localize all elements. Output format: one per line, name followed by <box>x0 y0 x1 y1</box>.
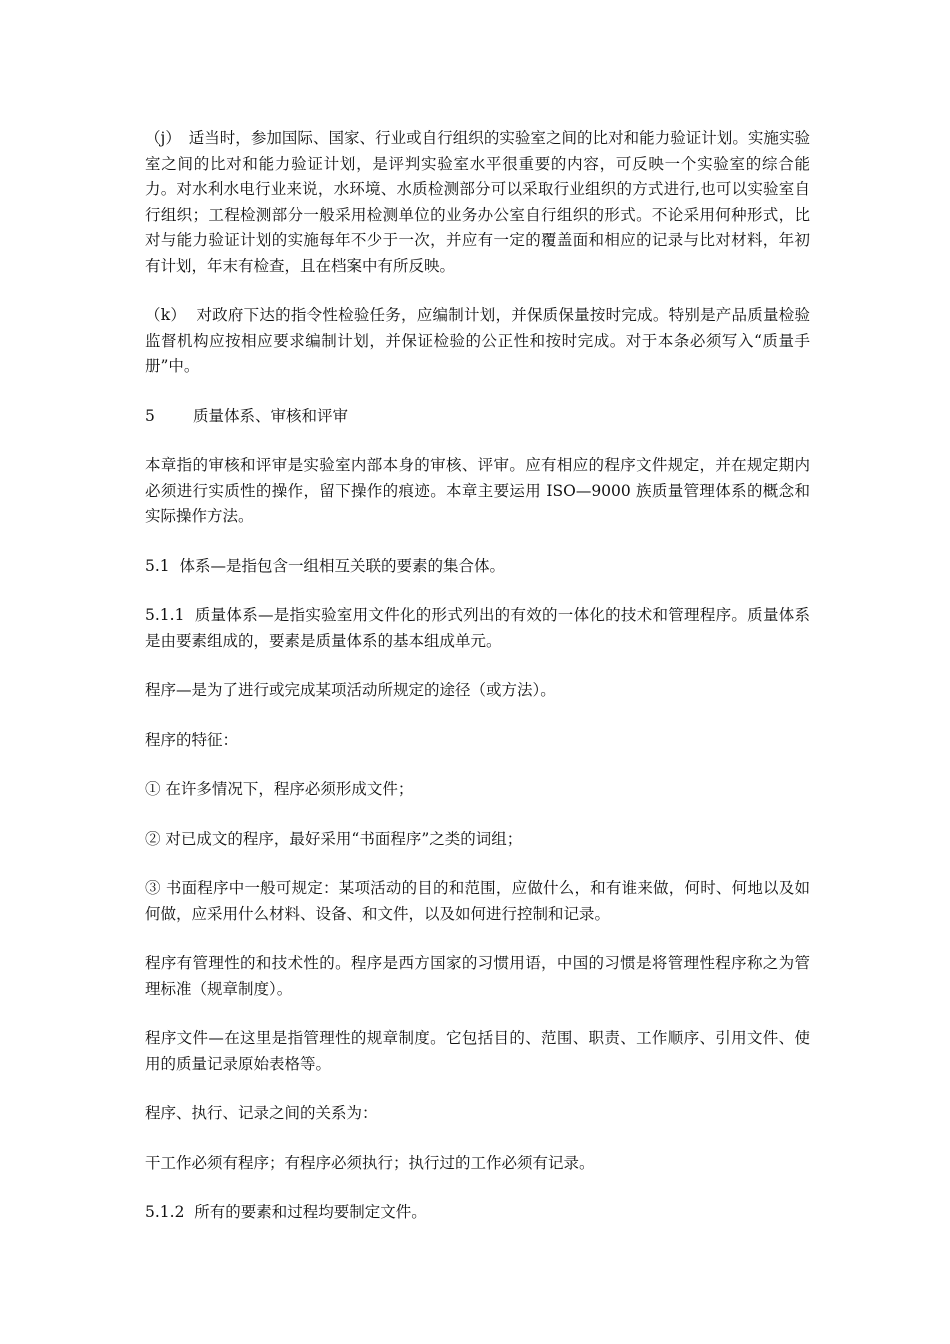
feature-item-2: ② 对已成文的程序，最好采用“书面程序”之类的词组； <box>145 829 523 848</box>
clause-5-1: 5.1 体系—是指包含一组相互关联的要素的集合体。 <box>145 556 506 575</box>
relationship-label: 程序、执行、记录之间的关系为： <box>145 1104 378 1122</box>
document-content <box>145 126 810 1250</box>
paragraph-k: （k） 对政府下达的指令性检验任务，应编制计划，并保质保量按时完成。特别是产品质量检验监督机构应按相应要求编制计划，并保证检验的公正性和按时完成。对于本条必须写入“质量手册”中。 <box>145 306 810 375</box>
section-number: 5 <box>145 406 155 425</box>
relationship-statement: 干工作必须有程序；有程序必须执行；执行过的工作必须有记录。 <box>145 1153 595 1172</box>
section-title: 质量体系、审核和评审 <box>193 406 349 425</box>
section-heading <box>145 404 810 430</box>
paragraph-j: （j） 适当时，参加国际、国家、行业或自行组织的实验室之间的比对和能力验证计划。实施实验室之间的比对和能力验证计划，是评判实验室水平很重要的内容，可反映一个实验室的综合能力。对水利水电行业来说，水环境、水质检测部分可以采取行业组织的方式进行,也可以实验室自行组织；工程检测部分一般采用检测单位的业务办公室自行组织的形式。不论采用何种形式，比对与能力验证计划的实施每年不少于一次，并应有一定的覆盖面和相应的记录与比对材料，年初有计划，年末有检查，且在档案中有所反映。 <box>145 129 810 275</box>
chapter-intro: 本章指的审核和评审是实验室内部本身的审核、评审。应有相应的程序文件规定，并在规定期内必须进行实质性的操作，留下操作的痕迹。本章主要运用 ISO—9000 族质量管理体系的概念和实际操作方法。 <box>145 456 810 525</box>
clause-5-1-1: 5.1.1 质量体系—是指实验室用文件化的形式列出的有效的一体化的技术和管理程序。质量体系是由要素组成的，要素是质量体系的基本组成单元。 <box>145 606 810 650</box>
procedure-types: 程序有管理性的和技术性的。程序是西方国家的习惯用语，中国的习惯是将管理性程序称之为管理标准（规章制度）。 <box>145 954 810 998</box>
clause-5-1-2: 5.1.2 所有的要素和过程均要制定文件。 <box>145 1203 427 1221</box>
definition-procedure-document: 程序文件—在这里是指管理性的规章制度。它包括目的、范围、职责、工作顺序、引用文件、使用的质量记录原始表格等。 <box>145 1029 810 1073</box>
definition-procedure: 程序—是为了进行或完成某项活动所规定的途径（或方法）。 <box>145 681 556 699</box>
feature-item-3: ③ 书面程序中一般可规定：某项活动的目的和范围，应做什么，和有谁来做，何时、何地以及如何做，应采用什么材料、设备、和文件，以及如何进行控制和记录。 <box>145 879 810 923</box>
feature-item-1: ① 在许多情况下，程序必须形成文件； <box>145 780 414 798</box>
procedure-features-label: 程序的特征： <box>145 730 239 749</box>
